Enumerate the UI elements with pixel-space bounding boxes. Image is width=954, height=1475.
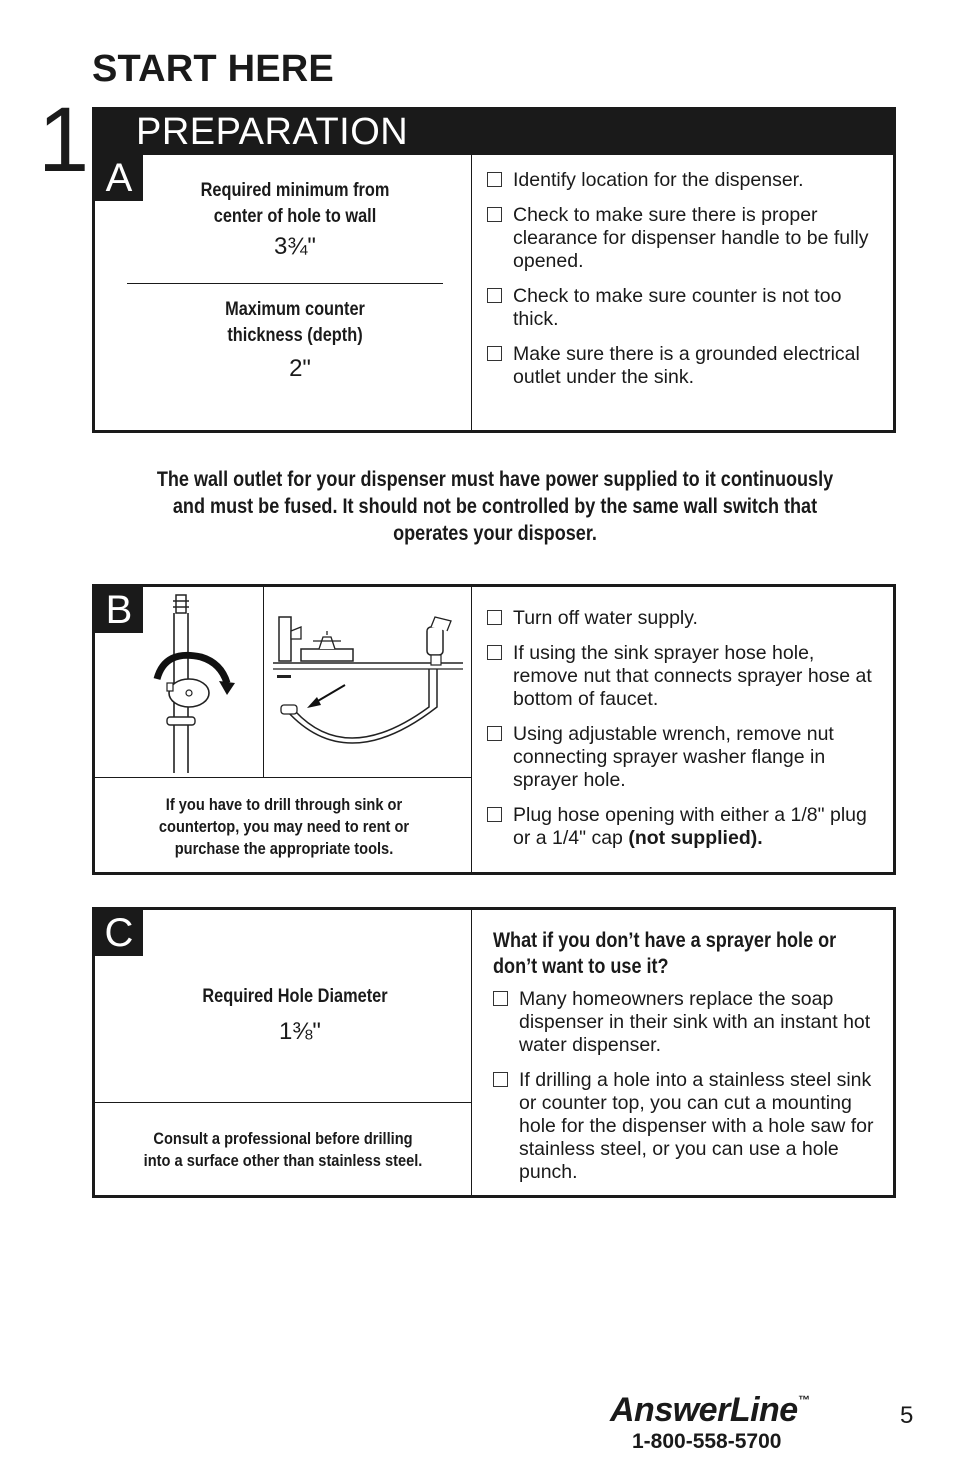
checkbox[interactable] — [487, 207, 502, 222]
sprayer-hose-illustration — [267, 587, 467, 775]
trademark-symbol: ™ — [797, 1393, 810, 1407]
checkbox[interactable] — [493, 1072, 508, 1087]
sprayer-hole-question: What if you don’t have a sprayer hole or don’t want to use it? — [493, 929, 837, 978]
spec-separator — [127, 283, 443, 284]
checklist-item-text: Turn off water supply. — [513, 607, 698, 629]
spec-min-distance-value: 3¾" — [274, 233, 316, 260]
checklist-item-text: Using adjustable wrench, remove nut connecting sprayer washer flange in sprayer hole. — [513, 723, 834, 791]
checklist-item-text: Make sure there is a grounded electrical outlet under the sink. — [513, 343, 860, 388]
hose-nut-illustration — [143, 587, 261, 775]
checklist-item-text: If drilling a hole into a stainless steel sink or counter top, you can cut a mounting hole for the dispenser with a hole saw for stainless steel, or you can use a hole punch. — [519, 1069, 874, 1183]
panel-c-letter: C — [95, 910, 143, 956]
checkbox[interactable] — [487, 807, 502, 822]
checklist-item[interactable] — [487, 723, 879, 792]
page-number: 5 — [900, 1402, 914, 1429]
step-number: 1 — [38, 89, 90, 191]
not-supplied-note: (not supplied). — [628, 827, 763, 849]
checklist-item-text: Plug hose opening with either a 1/8" plug or a 1/4" cap — [513, 804, 867, 849]
hole-diameter-value: 1⅜" — [279, 1018, 321, 1045]
checklist-item[interactable] — [487, 607, 879, 630]
page-heading: START HERE — [92, 48, 334, 90]
panel-a-divider — [471, 155, 472, 430]
panel-b-checklist — [487, 607, 879, 862]
spec-min-distance-label: Required minimum from center of hole to wall — [200, 180, 390, 227]
panel-a-checklist — [487, 169, 877, 401]
panel-b-divider — [471, 587, 472, 872]
section-title: PREPARATION — [136, 111, 409, 153]
drill-tools-note: If you have to drill through sink or countertop, you may need to rent or purchase the appropriate tools. — [158, 795, 410, 858]
spec-max-thickness-value: 2" — [289, 355, 311, 382]
checklist-item-text: Many homeowners replace the soap dispenser in their sink with an instant hot water dispenser. — [519, 988, 871, 1056]
checkbox[interactable] — [487, 726, 502, 741]
checkbox[interactable] — [487, 645, 502, 660]
checkbox[interactable] — [487, 610, 502, 625]
checklist-item-text: If using the sink sprayer hose hole, remove nut that connects sprayer hose at bottom of faucet. — [513, 642, 872, 710]
phone-number: 1-800-558-5700 — [632, 1430, 782, 1453]
checklist-item-text: Check to make sure there is proper clearance for dispenser handle to be fully opened. — [513, 204, 869, 272]
panel-c — [92, 907, 896, 1198]
checklist-item[interactable] — [487, 642, 879, 711]
hole-diameter-label: Required Hole Diameter — [202, 986, 388, 1007]
section-title-bar — [92, 107, 896, 157]
checkbox[interactable] — [487, 288, 502, 303]
answerline-logo — [610, 1390, 825, 1460]
panel-c-divider — [471, 910, 472, 1195]
illustration-divider — [263, 587, 264, 777]
panel-a — [92, 155, 896, 433]
consult-professional-note: Consult a professional before drilling into a surface other than stainless steel. — [143, 1129, 423, 1170]
checklist-item[interactable] — [487, 285, 877, 331]
checkbox[interactable] — [487, 346, 502, 361]
checklist-item[interactable] — [487, 343, 877, 389]
panel-b-letter: B — [95, 587, 143, 633]
power-notice: The wall outlet for your dispenser must have power supplied to it continuously and must be fused. It should not be controlled by the same wall switch that operates your disposer. — [156, 468, 834, 545]
checklist-item[interactable] — [487, 169, 877, 192]
checklist-item-text: Check to make sure counter is not too thick. — [513, 285, 842, 330]
brand-name: AnswerLine — [610, 1391, 798, 1429]
panel-a-letter: A — [95, 155, 143, 201]
checkbox[interactable] — [493, 991, 508, 1006]
checklist-item[interactable] — [493, 988, 879, 1057]
panel-b — [92, 584, 896, 875]
checklist-item[interactable] — [493, 1069, 879, 1184]
checklist-item[interactable] — [487, 804, 879, 850]
spec-note-separator — [95, 1102, 471, 1103]
checkbox[interactable] — [487, 172, 502, 187]
checklist-item[interactable] — [487, 204, 877, 273]
spec-max-thickness-label: Maximum counter thickness (depth) — [225, 299, 365, 346]
checklist-item-text: Identify location for the dispenser. — [513, 169, 804, 191]
illustration-bottom-rule — [95, 777, 471, 778]
panel-c-checklist — [493, 988, 879, 1196]
